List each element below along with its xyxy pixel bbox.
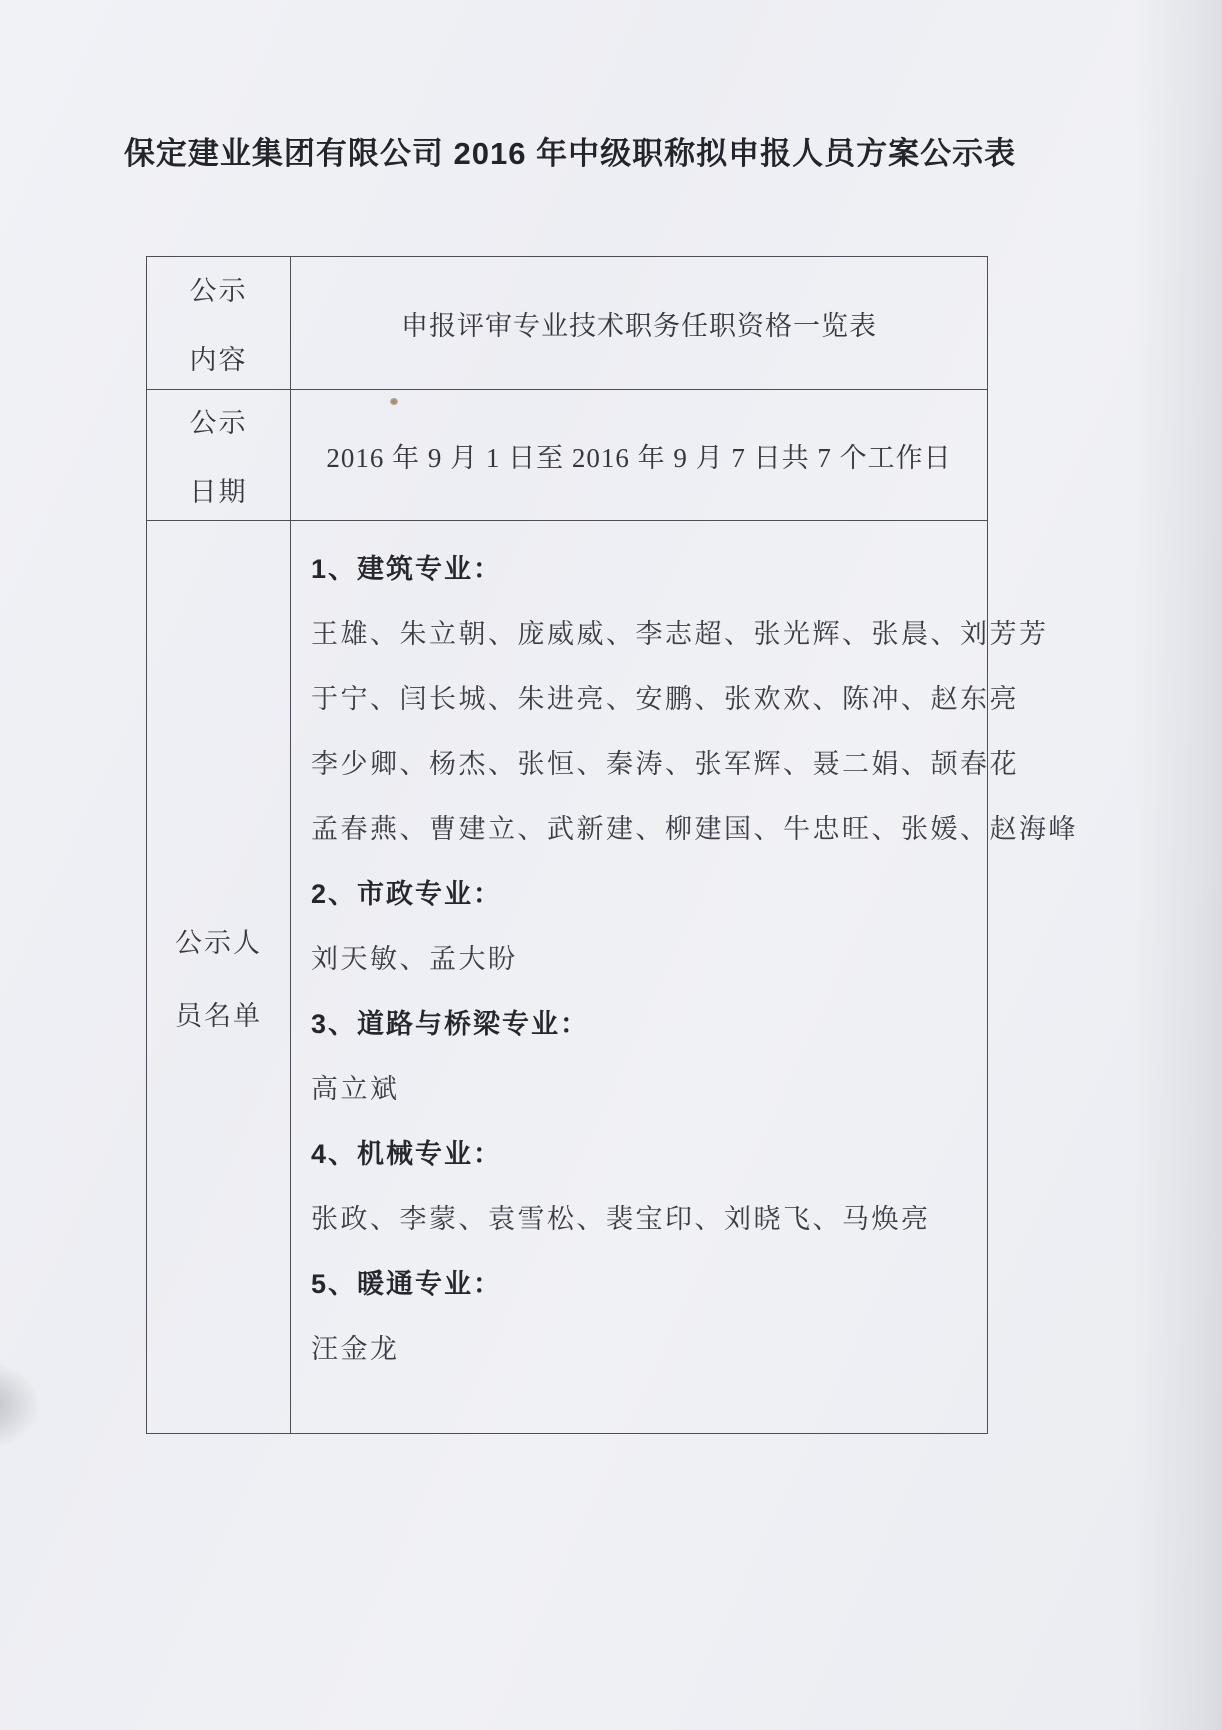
personnel-list (291, 521, 1088, 1433)
row-header-line: 公示 (189, 276, 248, 306)
row-header-line: 员名单 (175, 1001, 262, 1031)
name-line: 王雄、朱立朝、庞威威、李志超、张光辉、张晨、刘芳芳 (311, 619, 1049, 649)
row-publicity-content (147, 257, 987, 389)
document-title: 保定建业集团有限公司 2016 年中级职称拟申报人员方案公示表 (123, 136, 1017, 171)
row-header-line: 公示人 (175, 928, 262, 958)
name-line: 于宁、闫长城、朱进亮、安鹏、张欢欢、陈冲、赵东亮 (311, 684, 1019, 714)
row-header-publicity-content (147, 257, 291, 389)
row-header-line: 内容 (189, 345, 248, 375)
row-header-line: 日期 (189, 477, 248, 507)
row-publicity-date (147, 389, 987, 520)
name-line: 刘天敏、孟大盼 (311, 944, 518, 974)
name-line: 汪金龙 (311, 1334, 400, 1364)
name-line: 孟春燕、曹建立、武新建、柳建国、牛忠旺、张媛、赵海峰 (311, 814, 1078, 844)
section-5-heading: 5、暖通专业： (311, 1269, 503, 1299)
section-3-heading: 3、道路与桥梁专业： (311, 1009, 590, 1039)
row-header-publicity-date (147, 390, 291, 520)
row-publicity-personnel (147, 520, 1078, 1433)
publicity-table (146, 256, 1078, 1434)
publicity-date-value: 2016 年 9 月 1 日至 2016 年 9 月 7 日共 7 个工作日 (326, 442, 952, 473)
row-header-line: 公示 (189, 408, 248, 438)
name-line: 高立斌 (311, 1074, 400, 1104)
publicity-content-value: 申报评审专业技术职务任职资格一览表 (401, 310, 877, 341)
section-2-heading: 2、市政专业： (311, 879, 503, 909)
section-1-heading: 1、建筑专业： (311, 554, 503, 584)
name-line: 张政、李蒙、袁雪松、裴宝印、刘晓飞、马焕亮 (311, 1204, 931, 1234)
section-4-heading: 4、机械专业： (311, 1139, 503, 1169)
row-header-personnel-list (147, 521, 291, 1433)
name-line: 李少卿、杨杰、张恒、秦涛、张军辉、聂二娟、颉春花 (311, 749, 1019, 779)
